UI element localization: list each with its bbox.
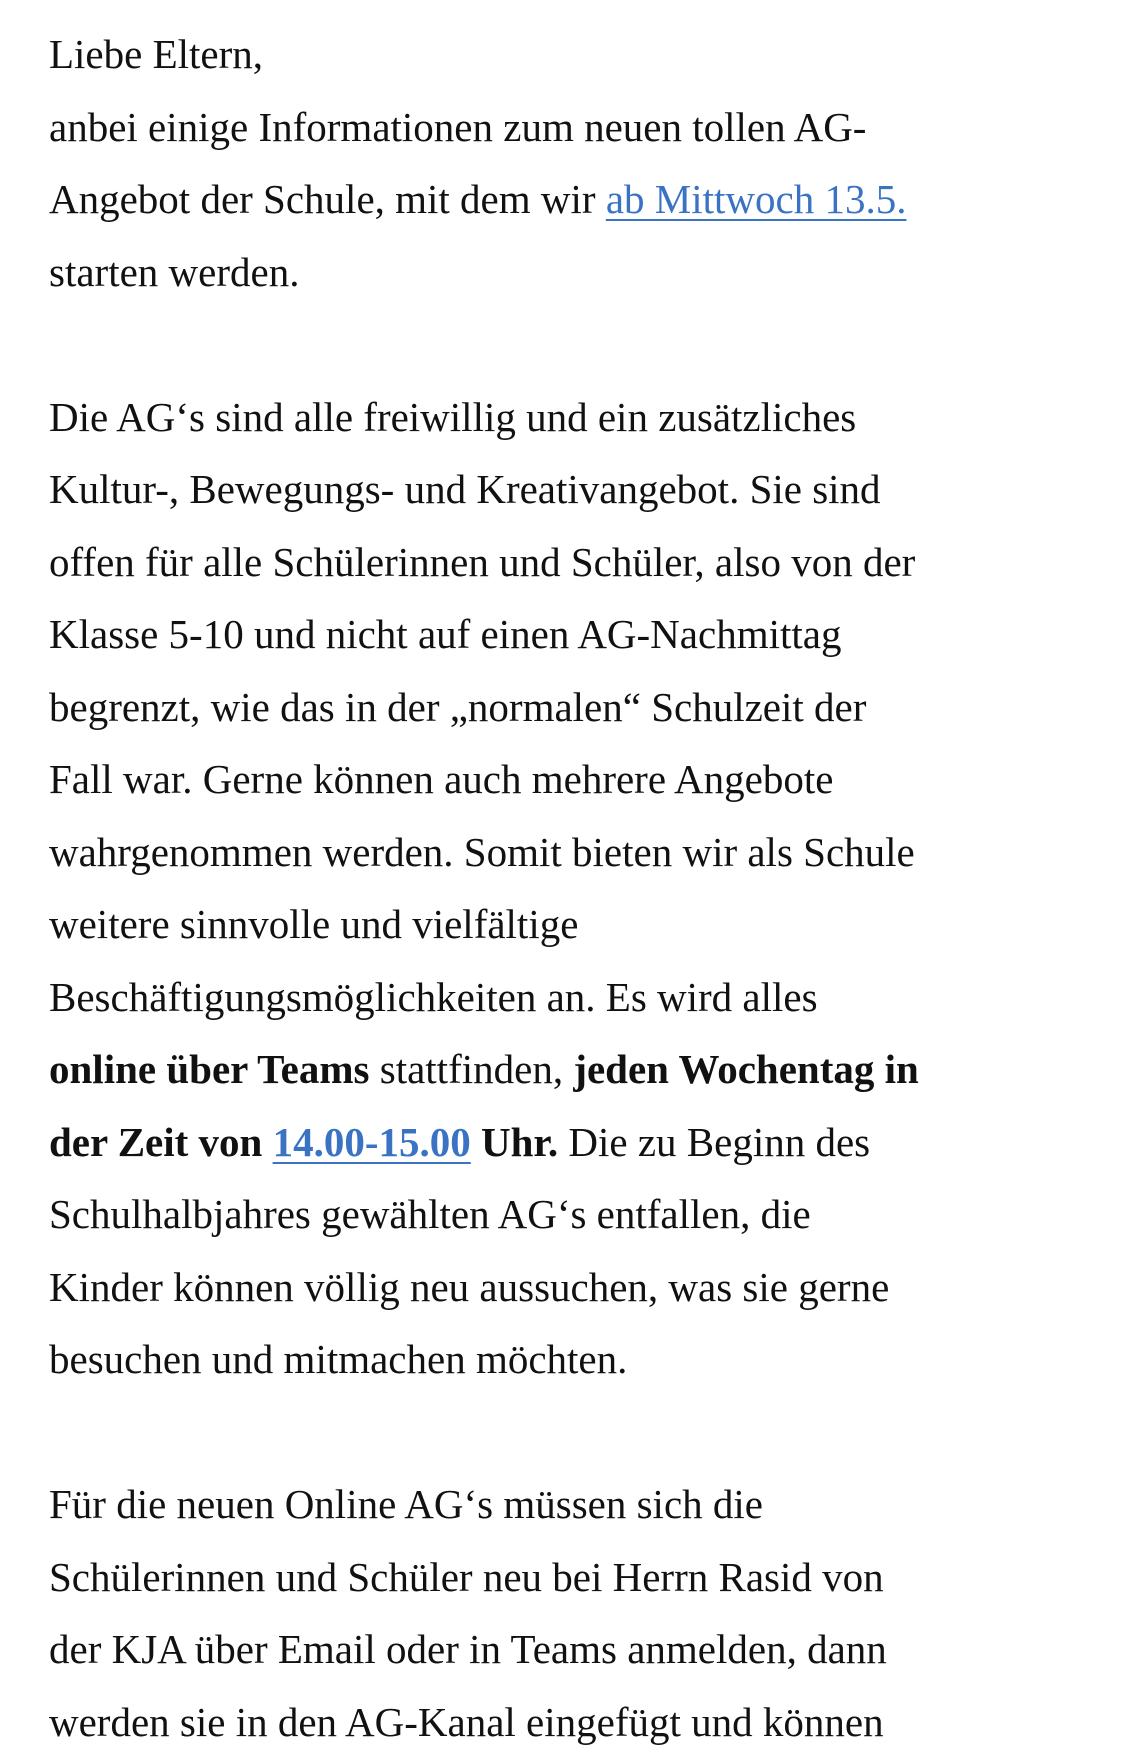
time-link-text: 14.00-15.00: [272, 1118, 471, 1165]
para2-line-3: offen für alle Schülerinnen und Schüler, also von der: [49, 538, 916, 585]
start-date-link[interactable]: ab Mittwoch 13.5.: [605, 176, 907, 222]
para2-line-12: Schulhalbjahres gewählten AG‘s entfallen, die: [49, 1191, 811, 1237]
bold-uhr: Uhr.: [470, 1118, 559, 1165]
para3-line-1: Für die neuen Online AG‘s müssen sich die: [49, 1481, 763, 1527]
para2-line-2: Kultur-, Bewegungs- und Kreativangebot. Sie sind: [49, 466, 881, 512]
intro-line-1: anbei einige Informationen zum neuen tollen AG-: [49, 103, 867, 150]
intro-line-2: [49, 163, 1095, 236]
para2-line-5: begrenzt, wie das in der „normalen“ Schulzeit der: [49, 683, 867, 730]
para2-line-7: wahrgenommen werden. Somit bieten wir als Schule: [49, 828, 915, 875]
para2-line-8: weitere sinnvolle und vielfältige: [49, 901, 579, 947]
text-after-uhr: Die zu Beginn des: [558, 1118, 871, 1165]
para2-line-6: Fall war. Gerne können auch mehrere Angebote: [49, 756, 834, 802]
para3-line-3: der KJA über Email oder in Teams anmelden, dann: [49, 1626, 887, 1672]
paragraph-gap: [49, 308, 1095, 381]
time-link[interactable]: [273, 1119, 471, 1165]
para2-line-11: [49, 1106, 1095, 1179]
para2-line-1: Die AG‘s sind alle freiwillig und ein zusätzliches: [49, 393, 857, 440]
bold-online-teams: online über Teams: [49, 1046, 370, 1092]
para3-line-2: Schülerinnen und Schüler neu bei Herrn Rasid von: [49, 1553, 884, 1600]
para2-line-9: Beschäftigungsmöglichkeiten an. Es wird alles: [49, 973, 818, 1020]
para2-line-14: besuchen und mitmachen möchten.: [49, 1336, 628, 1382]
para2-line-4: Klasse 5-10 und nicht auf einen AG-Nachmittag: [49, 611, 842, 657]
para2-line-13: Kinder können völlig neu aussuchen, was sie gerne: [49, 1263, 890, 1310]
greeting-line: Liebe Eltern,: [49, 31, 264, 77]
bold-weekday: jeden Wochentag in: [573, 1046, 919, 1092]
para3-line-4: werden sie in den AG-Kanal eingefügt und können: [49, 1698, 884, 1745]
intro-line-3: starten werden.: [49, 248, 300, 295]
paragraph-gap: [49, 1396, 1095, 1469]
para2-line-10: [49, 1033, 1095, 1106]
bold-time-prefix: der Zeit von: [49, 1118, 273, 1165]
intro-text: Angebot der Schule, mit dem wir: [49, 176, 606, 222]
text-stattfinden: stattfinden,: [369, 1046, 574, 1092]
